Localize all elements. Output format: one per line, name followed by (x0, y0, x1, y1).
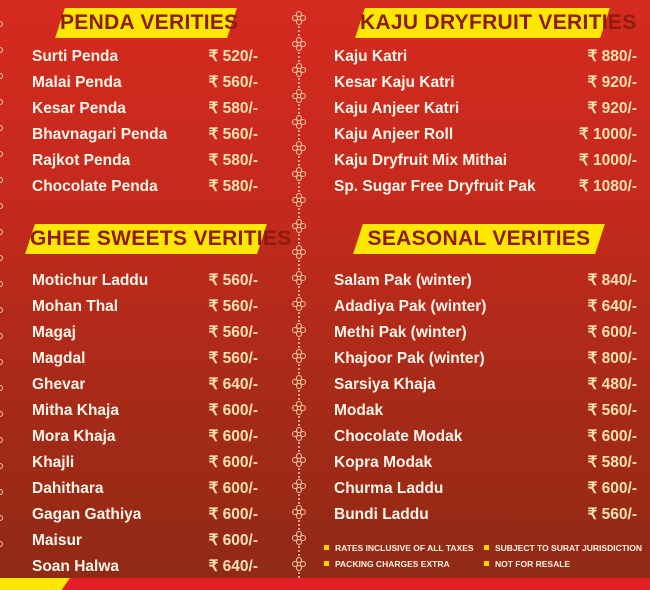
item-price: ₹ 580/- (208, 100, 258, 117)
item-price: ₹ 920/- (587, 74, 637, 91)
knot-ornament-icon (293, 272, 306, 285)
item-name: Kaju Dryfruit Mix Mithai (334, 152, 508, 169)
bottom-red-strip (60, 578, 650, 590)
edge-dot-icon (0, 178, 3, 183)
knot-ornament-icon (293, 480, 306, 493)
item-name: Salam Pak (winter) (334, 272, 472, 289)
item-price: ₹ 520/- (208, 48, 258, 65)
section-title: SEASONAL VERITIES (367, 227, 591, 250)
edge-dot-icon (0, 48, 3, 53)
item-price: ₹ 560/- (208, 74, 258, 91)
item-price: ₹ 600/- (208, 532, 258, 549)
item-price: ₹ 840/- (587, 272, 637, 289)
knot-ornament-icon (293, 454, 306, 467)
item-name: Khajoor Pak (winter) (334, 350, 485, 367)
item-price: ₹ 580/- (208, 152, 258, 169)
knot-ornament-icon (293, 428, 306, 441)
item-name: Ghevar (32, 376, 86, 393)
knot-ornament-icon (293, 168, 306, 181)
bullet-icon (324, 545, 329, 550)
item-name: Malai Penda (32, 74, 122, 91)
item-price: ₹ 640/- (587, 298, 637, 315)
item-name: Sp. Sugar Free Dryfruit Pak (334, 178, 536, 195)
item-name: Bundi Laddu (334, 506, 429, 523)
edge-dot-icon (0, 204, 3, 209)
item-price: ₹ 560/- (587, 402, 637, 419)
edge-dot-icon (0, 412, 3, 417)
edge-dot-icon (0, 464, 3, 469)
item-name: Modak (334, 402, 384, 419)
edge-dot-icon (0, 22, 3, 27)
knot-ornament-icon (293, 64, 306, 77)
item-price: ₹ 600/- (208, 480, 258, 497)
item-name: Khajli (32, 454, 75, 471)
item-name: Mitha Khaja (32, 402, 119, 419)
item-name: Surti Penda (32, 48, 119, 65)
item-name: Magdal (32, 350, 86, 367)
item-price: ₹ 800/- (587, 350, 637, 367)
item-name: Maisur (32, 532, 82, 549)
edge-dot-icon (0, 360, 3, 365)
item-name: Chocolate Penda (32, 178, 158, 195)
section-header-ghee (25, 224, 292, 254)
item-name: Dahithara (32, 480, 104, 497)
item-price: ₹ 1080/- (578, 178, 637, 195)
edge-dot-icon (0, 542, 3, 547)
knot-ornament-icon (293, 558, 306, 571)
knot-ornament-icon (293, 324, 306, 337)
item-name: Mora Khaja (32, 428, 116, 445)
item-price: ₹ 600/- (208, 402, 258, 419)
note-text: NOT FOR RESALE (495, 559, 571, 569)
item-price: ₹ 600/- (208, 454, 258, 471)
note-resale (484, 559, 570, 569)
item-price: ₹ 640/- (208, 558, 258, 575)
knot-ornament-icon (293, 402, 306, 415)
item-name: Kaju Anjeer Katri (334, 100, 460, 117)
edge-dot-icon (0, 152, 3, 157)
item-price: ₹ 600/- (587, 480, 637, 497)
item-price: ₹ 560/- (208, 350, 258, 367)
edge-dot-icon (0, 126, 3, 131)
item-price: ₹ 600/- (208, 428, 258, 445)
item-name: Churma Laddu (334, 480, 444, 497)
knot-ornament-icon (293, 350, 306, 363)
item-price: ₹ 880/- (587, 48, 637, 65)
edge-dot-icon (0, 334, 3, 339)
item-name: Gagan Gathiya (32, 506, 142, 523)
knot-ornament-icon (293, 506, 306, 519)
item-price: ₹ 920/- (587, 100, 637, 117)
item-name: Soan Halwa (32, 558, 119, 575)
knot-ornament-icon (293, 532, 306, 545)
item-price: ₹ 560/- (587, 506, 637, 523)
item-name: Magaj (32, 324, 76, 341)
item-name: Kaju Katri (334, 48, 408, 65)
section-title: PENDA VERITIES (60, 11, 239, 34)
item-price: ₹ 480/- (587, 376, 637, 393)
item-price: ₹ 580/- (208, 178, 258, 195)
edge-dot-icon (0, 256, 3, 261)
item-price: ₹ 1000/- (578, 152, 637, 169)
item-name: Rajkot Penda (32, 152, 131, 169)
note-text: RATES INCLUSIVE OF ALL TAXES (335, 543, 474, 553)
knot-ornament-icon (293, 142, 306, 155)
edge-dot-icon (0, 100, 3, 105)
item-price: ₹ 560/- (208, 126, 258, 143)
edge-dot-icon (0, 308, 3, 313)
item-name: Motichur Laddu (32, 272, 149, 289)
edge-dot-icon (0, 386, 3, 391)
bullet-icon (484, 561, 489, 566)
section-title: KAJU DRYFRUIT VERITIES (360, 11, 637, 34)
knot-ornament-icon (293, 376, 306, 389)
edge-dot-icon (0, 438, 3, 443)
item-price: ₹ 600/- (587, 428, 637, 445)
knot-ornament-icon (293, 116, 306, 129)
edge-dot-icon (0, 74, 3, 79)
item-price: ₹ 560/- (208, 298, 258, 315)
left-edge-ornament (0, 0, 6, 580)
note-jurisdiction (484, 543, 642, 553)
section-header-penda (55, 8, 237, 38)
edge-dot-icon (0, 282, 3, 287)
item-price: ₹ 640/- (208, 376, 258, 393)
item-name: Kaju Anjeer Roll (334, 126, 454, 143)
item-name: Adadiya Pak (winter) (334, 298, 487, 315)
bullet-icon (324, 561, 329, 566)
bottom-yellow-strip (0, 578, 70, 590)
item-name: Mohan Thal (32, 298, 119, 315)
section-title: GHEE SWEETS VERITIES (30, 227, 292, 250)
edge-dot-icon (0, 230, 3, 235)
item-price: ₹ 1000/- (578, 126, 637, 143)
item-price: ₹ 560/- (208, 272, 258, 289)
item-price: ₹ 560/- (208, 324, 258, 341)
edge-dot-icon (0, 490, 3, 495)
section-header-seasonal (353, 224, 605, 254)
knot-ornament-icon (293, 194, 306, 207)
note-packing (324, 559, 450, 569)
item-price: ₹ 580/- (587, 454, 637, 471)
note-text: SUBJECT TO SURAT JURISDICTION (495, 543, 643, 553)
item-name: Methi Pak (winter) (334, 324, 467, 341)
item-name: Bhavnagari Penda (32, 126, 168, 143)
knot-ornament-icon (293, 220, 306, 233)
ornamental-divider (292, 10, 306, 580)
knot-ornament-icon (293, 90, 306, 103)
item-name: Kesar Kaju Katri (334, 74, 455, 91)
note-taxes (324, 543, 474, 553)
item-name: Sarsiya Khaja (334, 376, 436, 393)
item-name: Chocolate Modak (334, 428, 463, 445)
item-name: Kopra Modak (334, 454, 433, 471)
knot-ornament-icon (293, 38, 306, 51)
edge-dot-icon (0, 516, 3, 521)
knot-ornament-icon (293, 246, 306, 259)
knot-ornament-icon (293, 298, 306, 311)
section-header-kaju (355, 8, 637, 38)
item-price: ₹ 600/- (208, 506, 258, 523)
bullet-icon (484, 545, 489, 550)
item-price: ₹ 600/- (587, 324, 637, 341)
item-name: Kesar Penda (32, 100, 126, 117)
note-text: PACKING CHARGES EXTRA (335, 559, 450, 569)
knot-ornament-icon (293, 12, 306, 25)
